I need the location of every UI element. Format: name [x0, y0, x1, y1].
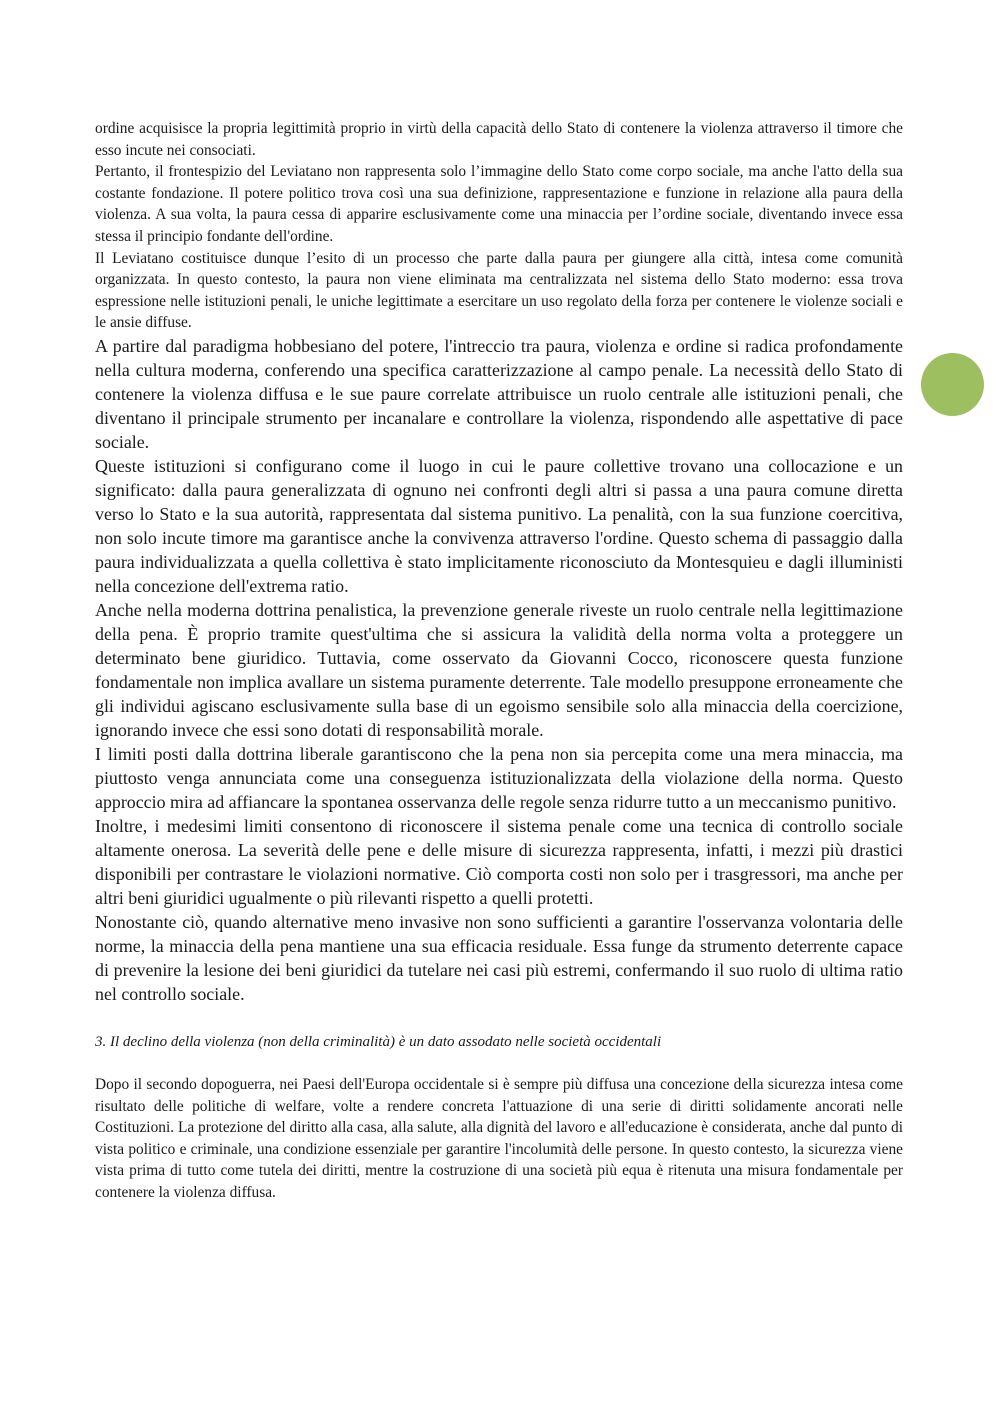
paragraph: I limiti posti dalla dottrina liberale garantiscono che la pena non sia percepita come una mera minaccia, ma piuttosto venga annunciata come una conseguenza istituzionalizzata della violazione della norma. Questo approccio mira ad affiancare la spontanea osservanza delle regole senza ridurre tutto a un meccanismo punitivo.: [95, 743, 903, 812]
paragraph: Anche nella moderna dottrina penalistica, la prevenzione generale riveste un ruolo centrale nella legittimazione della pena. È proprio tramite quest'ultima che si assicura la validità della norma volta a proteggere un determinato bene giuridico. Tuttavia, come osservato da Giovanni Cocco, riconoscere questa funzione fondamentale non implica avallare un sistema puramente deterrente. Tale modello presuppone erroneamente che gli individui agiscano esclusivamente sulla base di un egoismo sensibile solo alla minaccia della coercizione, ignorando invece che essi sono dotati di responsabilità morale.: [95, 599, 903, 740]
page-body: [95, 118, 903, 1204]
paragraph: A partire dal paradigma hobbesiano del potere, l'intreccio tra paura, violenza e ordine si radica profondamente nella cultura moderna, conferendo una specifica caratterizzazione al campo penale. La necessità dello Stato di contenere la violenza diffusa e le sue paure correlate attribuisce un ruolo centrale alle istituzioni penali, che diventano il principale strumento per incanalare e controllare la violenza, rispondendo alle aspettative di pace sociale.: [95, 335, 903, 452]
section-heading: 3. Il declino della violenza (non della criminalità) è un dato assodato nelle società occidentali: [95, 1033, 662, 1050]
paragraph: Queste istituzioni si configurano come il luogo in cui le paure collettive trovano una collocazione e un significato: dalla paura generalizzata di ognuno nei confronti degli altri si passa a una paura comune diretta verso lo Stato e la sua autorità, rappresentata dal sistema punitivo. La penalità, con la sua funzione coercitiva, non solo incute timore ma garantisce anche la convivenza attraverso l'ordine. Questo schema di passaggio dalla paura individualizzata a quella collettiva è stato implicitamente riconosciuto da Montesquieu e dagli illuministi nella concezione dell'extrema ratio.: [95, 455, 903, 596]
paragraph: Il Leviatano costituisce dunque l’esito di un processo che parte dalla paura per giungere alla città, intesa come comunità organizzata. In questo contesto, la paura non viene eliminata ma centralizzata nel sistema dello Stato moderno: essa trova espressione nelle istituzioni penali, le uniche legittimate a esercitare un uso regolato della forza per contenere le violenze sociali e le ansie diffuse.: [95, 249, 903, 332]
paragraph: Pertanto, il frontespizio del Leviatano non rappresenta solo l’immagine dello Stato come corpo sociale, ma anche l'atto della sua costante fondazione. Il potere politico trova così una sua definizione, rappresentazione e funzione in relazione alla paura della violenza. A sua volta, la paura cessa di apparire esclusivamente come una minaccia per l’ordine sociale, diventando invece essa stessa il principio fondante dell'ordine.: [95, 163, 903, 245]
paragraph: ordine acquisisce la propria legittimità proprio in virtù della capacità dello Stato di contenere la violenza attraverso il timore che esso incute nei consociati.: [95, 120, 903, 159]
paragraph: Nonostante ciò, quando alternative meno invasive non sono sufficienti a garantire l'osservanza volontaria delle norme, la minaccia della pena mantiene una sua efficacia residuale. Essa funge da strumento deterrente capace di prevenire la lesione dei beni giuridici da tutelare nei casi più estremi, confermando il suo ruolo di ultima ratio nel controllo sociale.: [95, 911, 903, 1004]
paragraph: Dopo il secondo dopoguerra, nei Paesi dell'Europa occidentale si è sempre più diffusa una concezione della sicurezza intesa come risultato delle politiche di welfare, volte a rendere concreta l'attuazione di una serie di diritti solidamente ancorati nelle Costituzioni. La protezione del diritto alla casa, alla salute, alla dignità del lavoro e all'educazione è considerata, anche dal punto di vista politico e criminale, una condizione essenziale per garantire l'incolumità delle persone. In questo contesto, la sicurezza viene vista prima di tutto come tutela dei diritti, mentre la costruzione di una società più equa è ritenuta una misura fondamentale per contenere la violenza diffusa.: [95, 1075, 903, 1201]
decorative-green-circle: [921, 353, 984, 416]
paragraph: Inoltre, i medesimi limiti consentono di riconoscere il sistema penale come una tecnica di controllo sociale altamente onerosa. La severità delle pene e delle misure di sicurezza rappresenta, infatti, i mezzi più drastici disponibili per contrastare le violazioni normative. Ciò comporta costi non solo per i trasgressori, ma anche per altri beni giuridici ugualmente o più rilevanti rispetto a quelli protetti.: [95, 815, 903, 908]
